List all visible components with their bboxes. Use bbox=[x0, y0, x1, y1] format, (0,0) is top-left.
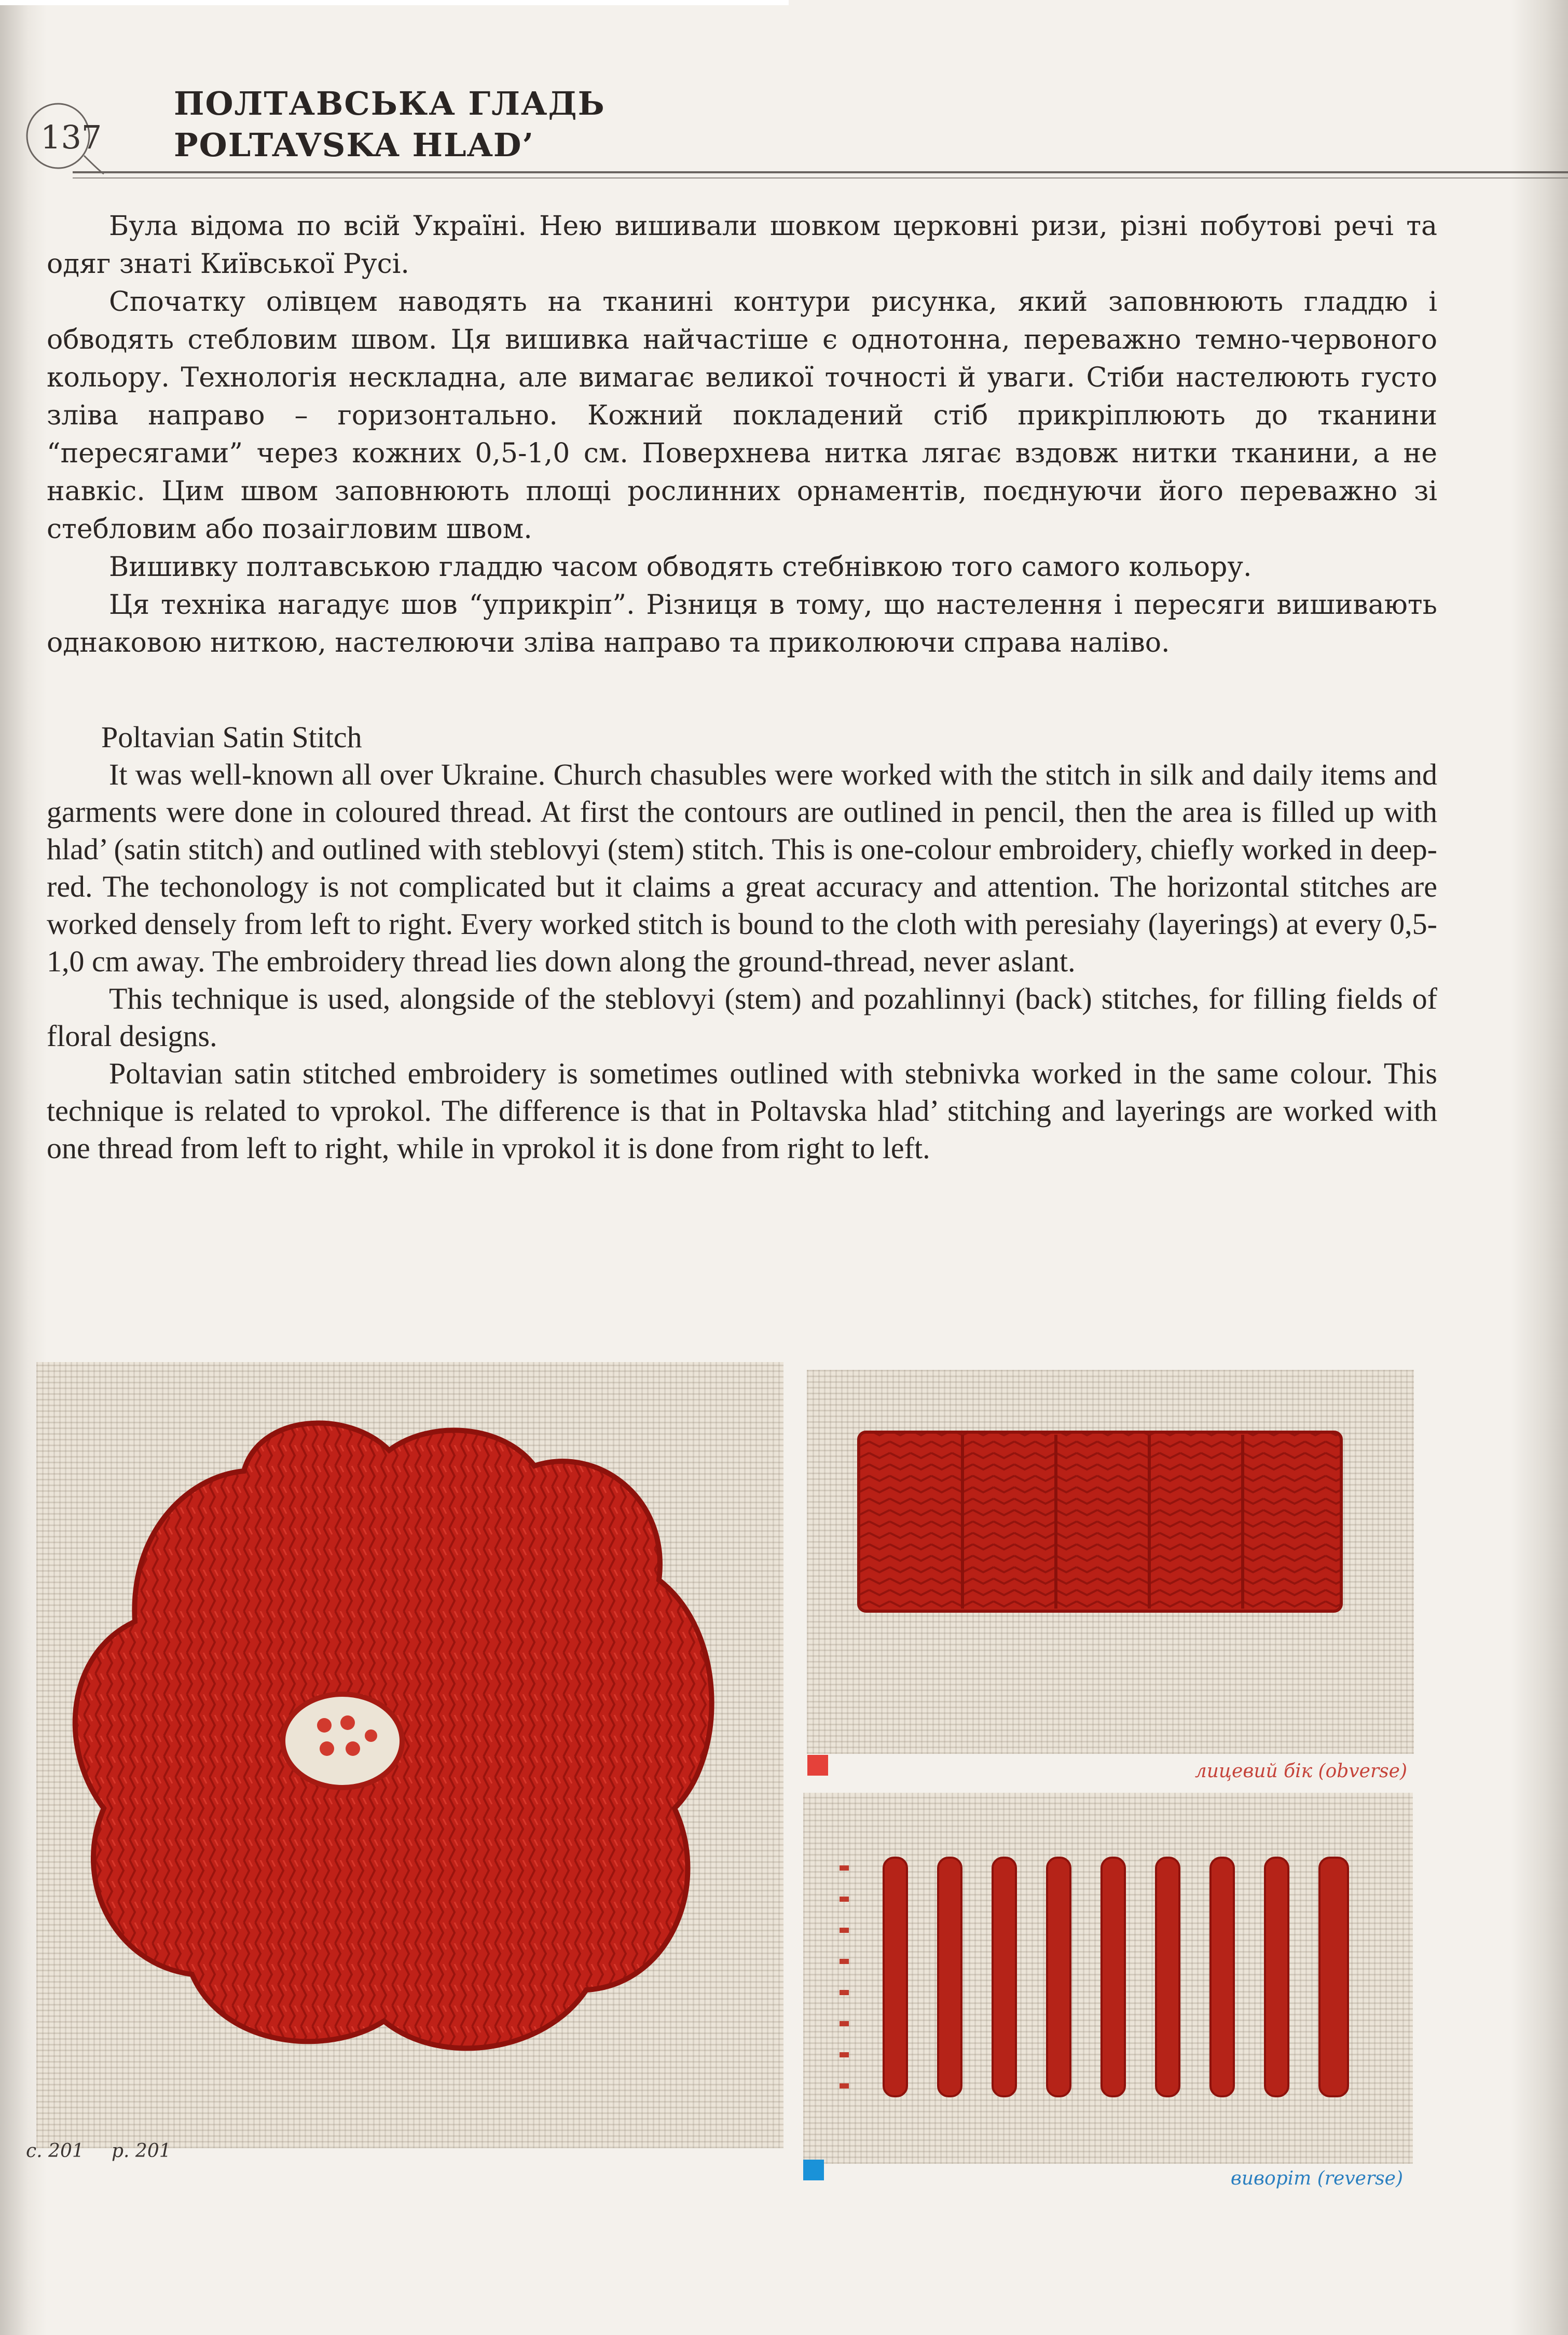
flower-embroidery-photo bbox=[36, 1362, 783, 2148]
ua-paragraph: Ця техніка нагадує шов “уприкріп”. Різниця в тому, що настелення і пересяги вишивають однаковою ниткою, настелюючи зліва направо та приколюючи справа наліво. bbox=[47, 589, 1437, 658]
page-number: 137 bbox=[40, 118, 102, 156]
figure-caption-en: p. 201 bbox=[112, 2140, 171, 2162]
ukrainian-text bbox=[47, 208, 1437, 662]
chapter-title bbox=[174, 83, 606, 166]
english-text bbox=[47, 719, 1437, 1167]
reverse-stitch-photo bbox=[803, 1793, 1413, 2164]
en-paragraph: Poltavian satin stitched embroidery is sometimes outlined with stebnivka worked in the same colour. This technique is related to vprokol. The difference is that in Poltavska hlad’ stitching and layerings are worked with one thread from left to right, while in vprokol it is done from right to left. bbox=[47, 1056, 1437, 1165]
obverse-stitch-photo bbox=[807, 1370, 1414, 1754]
reverse-marker bbox=[803, 2160, 824, 2180]
ua-paragraph: Вишивку полтавською гладдю часом обводять стебнівкою того самого кольору. bbox=[109, 552, 1252, 583]
reverse-stitch-image bbox=[803, 1793, 1413, 2164]
header-rule bbox=[73, 171, 1568, 173]
en-paragraph: It was well-known all over Ukraine. Church chasubles were worked with the stitch in silk and daily items and garments were done in coloured thread. At first the contours are outlined in pencil, then the area is filled up with hlad’ (satin stitch) and outlined with steblovyi (stem) stitch. This is one-colour embroidery, chiefly worked in deep-red. The techonology is not complicated but it claims a great accuracy and attention. The horizontal stitches are worked densely from left to right. Every worked stitch is bound to the cloth with peresiahy (layerings) at every 0,5-1,0 cm away. The embroidery thread lies down along the ground-thread, never aslant. bbox=[47, 758, 1437, 978]
english-heading: Poltavian Satin Stitch bbox=[101, 720, 362, 754]
flower-embroidery-image bbox=[36, 1362, 783, 2148]
en-paragraph: This technique is used, alongside of the steblovyi (stem) and pozahlinnyi (back) stitches, for filling fields of floral designs. bbox=[47, 982, 1437, 1053]
ua-paragraph: Була відома по всій Україні. Нею вишивали шовком церковні ризи, різні побутові речі та одяг знаті Київської Русі. bbox=[47, 211, 1437, 280]
obverse-stitch-image bbox=[807, 1370, 1414, 1754]
figure-caption-ua: с. 201 bbox=[26, 2140, 84, 2162]
reverse-caption: виворіт (reverse) bbox=[1230, 2168, 1403, 2189]
obverse-caption: лицевий бік (obverse) bbox=[1194, 1761, 1407, 1782]
obverse-marker bbox=[807, 1755, 828, 1776]
ua-paragraph: Спочатку олівцем наводять на тканині контури рисунка, який заповнюють гладдю і обводять стебловим швом. Ця вишивка найчастіше є однотонна, переважно темно-червоного кольору. Технологія нескладна, але вимагає великої точності й уваги. Стіби настелюють густо зліва направо – горизонтально. Кожний покладений стіб прикріплюють до тканини “пересягами” через кожних 0,5-1,0 см. Поверхнева нитка лягає вздовж нитки тканини, а не навкіс. Цим швом заповнюють площі рослинних орнаментів, поєднуючи його переважно зі стебловим або позаігловим швом. bbox=[47, 286, 1437, 545]
chapter-title-en: POLTAVSKA HLAD’ bbox=[174, 126, 535, 164]
header-rule-thin bbox=[73, 177, 1568, 178]
scan-edge bbox=[0, 0, 789, 5]
page-edge-shadow bbox=[1511, 0, 1568, 2335]
chapter-title-ua: ПОЛТАВСЬКА ГЛАДЬ bbox=[174, 85, 606, 122]
